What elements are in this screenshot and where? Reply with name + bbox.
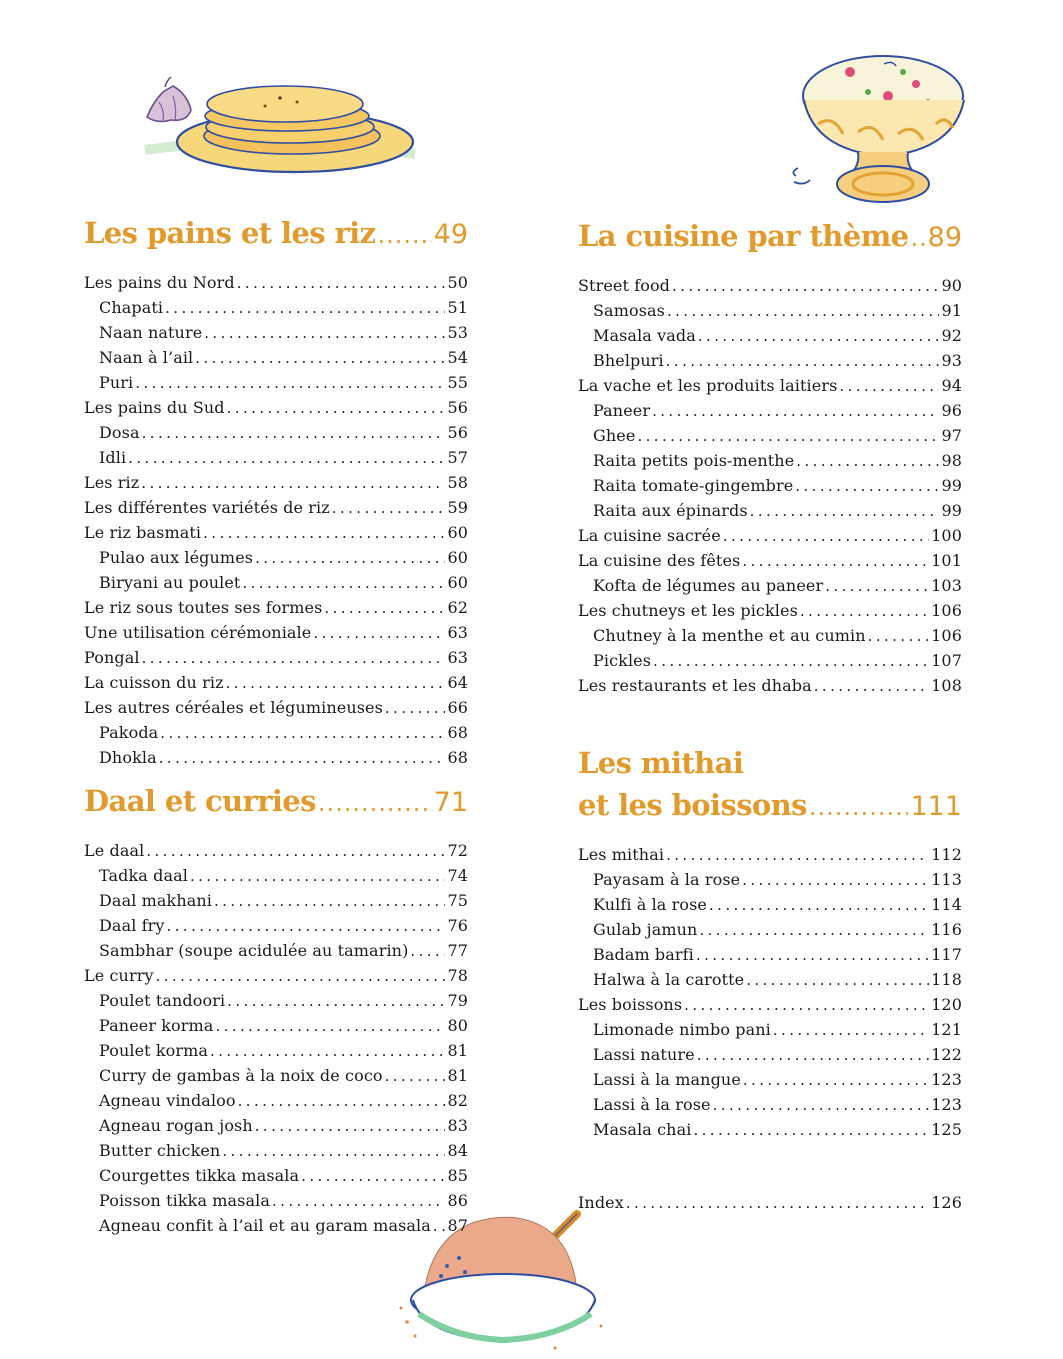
- toc-entry-page: 122: [931, 1045, 962, 1064]
- section-heading-line2[interactable]: [578, 784, 962, 828]
- toc-entry-label: Puri: [99, 373, 134, 392]
- dot-leader: [135, 371, 445, 396]
- dot-leader: [165, 296, 445, 321]
- toc-subentry[interactable]: [578, 867, 962, 892]
- toc-entry-label: Dosa: [99, 423, 140, 442]
- dot-leader: [773, 1018, 929, 1043]
- toc-entry-label: Le riz basmati: [84, 523, 202, 542]
- toc-entry-page: 114: [931, 895, 962, 914]
- toc-entry[interactable]: [84, 395, 468, 420]
- toc-entry-page: 77: [447, 941, 468, 960]
- dot-leader: [385, 696, 446, 721]
- dot-leader: [868, 624, 930, 649]
- toc-subentry[interactable]: [578, 1092, 962, 1117]
- dot-leader: [167, 914, 446, 939]
- dot-leader: [227, 396, 446, 421]
- toc-entry-label: La cuisine des fêtes: [578, 551, 741, 570]
- toc-subentry[interactable]: [578, 1117, 962, 1142]
- toc-entry-page: 87: [447, 1216, 468, 1235]
- toc-entry-page: 81: [447, 1041, 468, 1060]
- toc-subentry[interactable]: [84, 913, 468, 938]
- section-page-number: 71: [433, 787, 468, 818]
- toc-entry-page: 116: [931, 920, 962, 939]
- dot-leader: [693, 1118, 929, 1143]
- toc-entry[interactable]: [578, 598, 962, 623]
- toc-subentry[interactable]: [84, 720, 468, 745]
- dot-leader: [255, 1114, 446, 1139]
- toc-entry-label: Bhelpuri: [593, 351, 664, 370]
- toc-entry-label: Chutney à la menthe et au cumin: [593, 626, 866, 645]
- toc-list: [84, 270, 468, 770]
- toc-entry-label: Street food: [578, 276, 671, 295]
- toc-entry-page: 126: [931, 1193, 962, 1212]
- toc-subentry[interactable]: [578, 1067, 962, 1092]
- toc-entry-page: 66: [447, 698, 468, 717]
- toc-entry-page: 93: [941, 351, 962, 370]
- toc-subentry[interactable]: [84, 1088, 468, 1113]
- section-heading-line1[interactable]: [578, 742, 962, 784]
- toc-entry-label: Poulet tandoori: [99, 991, 226, 1010]
- toc-left-column: [84, 212, 468, 1238]
- dot-leader: [825, 574, 929, 599]
- toc-entry[interactable]: [84, 470, 468, 495]
- toc-subentry[interactable]: [578, 323, 962, 348]
- toc-entry-page: 72: [447, 841, 468, 860]
- section-heading[interactable]: [578, 215, 962, 259]
- toc-entry-page: 63: [447, 623, 468, 642]
- dot-leader: [666, 843, 929, 868]
- toc-entry-page: 103: [931, 576, 962, 595]
- toc-subentry[interactable]: [578, 298, 962, 323]
- toc-entry-page: 51: [447, 298, 468, 317]
- toc-entry-label: Limonade nimbo pani: [593, 1020, 771, 1039]
- toc-subentry[interactable]: [578, 573, 962, 598]
- toc-entry-label: Payasam à la rose: [593, 870, 741, 889]
- section-title-text: Daal et curries: [84, 784, 316, 818]
- toc-entry-page: 68: [447, 748, 468, 767]
- toc-entry-label: Les pains du Nord: [84, 273, 235, 292]
- toc-subentry[interactable]: [84, 863, 468, 888]
- toc-entry-page: 108: [931, 676, 962, 695]
- section-heading[interactable]: [84, 212, 468, 256]
- toc-subentry[interactable]: [84, 570, 468, 595]
- toc-entry[interactable]: [84, 620, 468, 645]
- toc-entry-label: Badam barfi: [593, 945, 694, 964]
- dot-leader: [226, 671, 446, 696]
- toc-entry-page: 113: [931, 870, 962, 889]
- toc-entry-label: Les riz: [84, 473, 140, 492]
- toc-entry-label: Naan nature: [99, 323, 203, 342]
- toc-entry-page: 64: [447, 673, 468, 692]
- dot-leader: [160, 721, 445, 746]
- toc-entry-page: 90: [941, 276, 962, 295]
- toc-entry-page: 78: [447, 966, 468, 985]
- toc-entry[interactable]: [578, 673, 962, 698]
- toc-entry-page: 50: [447, 273, 468, 292]
- toc-entry[interactable]: [578, 273, 962, 298]
- dot-leader: [433, 1214, 446, 1239]
- toc-entry-page: 94: [941, 376, 962, 395]
- toc-entry-page: 112: [931, 845, 962, 864]
- toc-entry-label: Lassi à la rose: [593, 1095, 711, 1114]
- toc-entry-page: 106: [931, 626, 962, 645]
- toc-entry-label: Gulab jamun: [593, 920, 698, 939]
- toc-entry-label: Paneer: [593, 401, 651, 420]
- toc-entry-label: Masala chai: [593, 1120, 692, 1139]
- toc-entry-index[interactable]: [578, 1190, 962, 1215]
- toc-entry-page: 81: [447, 1066, 468, 1085]
- toc-entry-page: 82: [447, 1091, 468, 1110]
- dot-leader: [713, 1093, 930, 1118]
- toc-entry-label: Paneer korma: [99, 1016, 214, 1035]
- toc-entry-label: Naan à l’ail: [99, 348, 194, 367]
- dot-leader: [385, 1064, 446, 1089]
- toc-subentry[interactable]: [84, 320, 468, 345]
- dot-leader: [238, 1089, 446, 1114]
- dot-leader: [750, 499, 940, 524]
- dot-leader: [222, 1139, 445, 1164]
- toc-entry[interactable]: [84, 595, 468, 620]
- toc-entry-label: Les chutneys et les pickles: [578, 601, 798, 620]
- toc-entry-page: 54: [447, 348, 468, 367]
- toc-entry-page: 79: [447, 991, 468, 1010]
- toc-subentry[interactable]: [84, 370, 468, 395]
- toc-entry-page: 60: [447, 548, 468, 567]
- toc-entry-page: 68: [447, 723, 468, 742]
- toc-entry-page: 55: [447, 373, 468, 392]
- toc-entry-label: Les restaurants et les dhaba: [578, 676, 812, 695]
- title-dot-leader: [318, 782, 432, 824]
- title-dot-leader: [809, 786, 909, 828]
- toc-subentry[interactable]: [84, 745, 468, 770]
- dot-leader: [301, 1164, 445, 1189]
- dot-leader: [652, 399, 939, 424]
- toc-entry-page: 120: [931, 995, 962, 1014]
- toc-entry-page: 118: [931, 970, 962, 989]
- dot-leader: [653, 649, 929, 674]
- toc-entry[interactable]: [84, 270, 468, 295]
- dot-leader: [195, 346, 445, 371]
- toc-entry-label: Idli: [99, 448, 127, 467]
- toc-entry-page: 100: [931, 526, 962, 545]
- dot-leader: [696, 943, 929, 968]
- dot-leader: [227, 989, 445, 1014]
- dot-leader: [743, 1068, 929, 1093]
- toc-entry-page: 85: [447, 1166, 468, 1185]
- dot-leader: [332, 496, 446, 521]
- toc-entry[interactable]: [578, 842, 962, 867]
- toc-entry-label: Poulet korma: [99, 1041, 209, 1060]
- toc-subentry[interactable]: [84, 420, 468, 445]
- toc-entry[interactable]: [84, 670, 468, 695]
- toc-entry-label: Index: [578, 1193, 624, 1212]
- dot-leader: [684, 993, 929, 1018]
- toc-entry-page: 58: [447, 473, 468, 492]
- dot-leader: [746, 968, 929, 993]
- section-heading[interactable]: [84, 780, 468, 824]
- toc-entry[interactable]: [578, 373, 962, 398]
- section-page-number: 49: [433, 219, 468, 250]
- toc-entry-page: 80: [447, 1016, 468, 1035]
- toc-entry-label: Pickles: [593, 651, 652, 670]
- toc-subentry[interactable]: [578, 498, 962, 523]
- toc-entry[interactable]: [578, 548, 962, 573]
- section-page-number: 111: [910, 791, 962, 822]
- dot-leader: [159, 746, 446, 771]
- toc-subentry[interactable]: [84, 1213, 468, 1238]
- toc-entry-label: Chapati: [99, 298, 164, 317]
- toc-entry-label: Daal fry: [99, 916, 165, 935]
- toc-entry-page: 99: [941, 501, 962, 520]
- toc-entry-label: Curry de gambas à la noix de coco: [99, 1066, 383, 1085]
- title-dot-leader: [377, 214, 431, 256]
- toc-entry-label: Halwa à la carotte: [593, 970, 745, 989]
- toc-subentry[interactable]: [84, 1188, 468, 1213]
- toc-subentry[interactable]: [578, 448, 962, 473]
- toc-entry-page: 75: [447, 891, 468, 910]
- toc-list: [578, 842, 962, 1142]
- toc-entry-page: 86: [447, 1191, 468, 1210]
- toc-entry-page: 123: [931, 1095, 962, 1114]
- toc-right-column: [578, 215, 962, 1215]
- toc-list: [84, 838, 468, 1238]
- title-dot-leader: [911, 217, 926, 259]
- dot-leader: [128, 446, 445, 471]
- toc-entry[interactable]: [84, 520, 468, 545]
- toc-entry-page: 74: [447, 866, 468, 885]
- toc-subentry[interactable]: [578, 917, 962, 942]
- toc-entry-label: Raita aux épinards: [593, 501, 748, 520]
- dot-leader: [313, 621, 445, 646]
- toc-entry-label: Les pains du Sud: [84, 398, 225, 417]
- toc-entry-page: 59: [447, 498, 468, 517]
- dot-leader: [142, 646, 446, 671]
- toc-entry[interactable]: [84, 963, 468, 988]
- dot-leader: [255, 546, 445, 571]
- toc-entry-label: La cuisson du riz: [84, 673, 224, 692]
- dot-leader: [637, 424, 939, 449]
- dot-leader: [814, 674, 929, 699]
- dot-leader: [272, 1189, 445, 1214]
- toc-entry-label: La cuisine sacrée: [578, 526, 721, 545]
- toc-section-cuisine-theme: [578, 215, 962, 698]
- toc-entry-page: 60: [447, 523, 468, 542]
- toc-entry-page: 121: [931, 1020, 962, 1039]
- toc-subentry[interactable]: [84, 1063, 468, 1088]
- dot-leader: [142, 421, 446, 446]
- toc-subentry[interactable]: [578, 1042, 962, 1067]
- toc-entry-page: 63: [447, 648, 468, 667]
- toc-entry-page: 56: [447, 423, 468, 442]
- toc-entry-page: 83: [447, 1116, 468, 1135]
- toc-subentry[interactable]: [84, 1038, 468, 1063]
- toc-entry-page: 123: [931, 1070, 962, 1089]
- toc-section-daal-curries: [84, 780, 468, 1238]
- dot-leader: [672, 274, 939, 299]
- dot-leader: [796, 449, 939, 474]
- toc-subentry[interactable]: [578, 1017, 962, 1042]
- toc-subentry[interactable]: [84, 938, 468, 963]
- toc-entry[interactable]: [84, 695, 468, 720]
- toc-entry[interactable]: [84, 495, 468, 520]
- toc-entry-label: Butter chicken: [99, 1141, 221, 1160]
- toc-entry-page: 53: [447, 323, 468, 342]
- toc-entry-label: Kulfi à la rose: [593, 895, 707, 914]
- dot-leader: [742, 549, 929, 574]
- toc-section-pains-riz: [84, 212, 468, 770]
- toc-entry-page: 106: [931, 601, 962, 620]
- toc-entry-page: 117: [931, 945, 962, 964]
- toc-subentry[interactable]: [84, 1013, 468, 1038]
- toc-subentry[interactable]: [84, 988, 468, 1013]
- dot-leader: [742, 868, 929, 893]
- dot-leader: [800, 599, 929, 624]
- dot-leader: [210, 1039, 445, 1064]
- toc-entry-label: Pulao aux légumes: [99, 548, 254, 567]
- toc-subentry[interactable]: [578, 623, 962, 648]
- toc-entry-label: Sambhar (soupe acidulée au tamarin): [99, 941, 409, 960]
- toc-entry-page: 56: [447, 398, 468, 417]
- dot-leader: [667, 299, 939, 324]
- toc-subentry[interactable]: [84, 1113, 468, 1138]
- toc-subentry[interactable]: [84, 888, 468, 913]
- toc-entry-page: 96: [941, 401, 962, 420]
- toc-subentry[interactable]: [578, 648, 962, 673]
- toc-entry-page: 98: [941, 451, 962, 470]
- toc-subentry[interactable]: [578, 348, 962, 373]
- toc-entry-label: Le curry: [84, 966, 154, 985]
- toc-subentry[interactable]: [578, 942, 962, 967]
- dot-leader: [699, 918, 929, 943]
- toc-entry-page: 99: [941, 476, 962, 495]
- toc-entry-label: Raita petits pois-menthe: [593, 451, 795, 470]
- toc-entry-label: Les mithai: [578, 845, 665, 864]
- toc-entry[interactable]: [578, 992, 962, 1017]
- dot-leader: [709, 893, 929, 918]
- toc-entry-page: 84: [447, 1141, 468, 1160]
- toc-entry-label: Raita tomate-gingembre: [593, 476, 794, 495]
- section-page-number: 89: [927, 222, 962, 253]
- toc-entry-label: Une utilisation cérémoniale: [84, 623, 312, 642]
- section-title-text: La cuisine par thème: [578, 219, 909, 253]
- toc-entry-label: Agneau confit à l’ail et au garam masala: [99, 1216, 431, 1235]
- toc-entry-label: Ghee: [593, 426, 636, 445]
- dot-leader: [242, 571, 445, 596]
- toc-subentry[interactable]: [84, 545, 468, 570]
- toc-subentry[interactable]: [578, 967, 962, 992]
- toc-entry-label: Agneau vindaloo: [99, 1091, 236, 1110]
- toc-entry[interactable]: [578, 523, 962, 548]
- toc-entry-label: Lassi nature: [593, 1045, 695, 1064]
- toc-entry-label: Lassi à la mangue: [593, 1070, 741, 1089]
- dot-leader: [324, 596, 445, 621]
- dot-leader: [214, 889, 445, 914]
- toc-entry-page: 101: [931, 551, 962, 570]
- dot-leader: [410, 939, 445, 964]
- toc-entry-label: Courgettes tikka masala: [99, 1166, 300, 1185]
- toc-entry-label: Pongal: [84, 648, 140, 667]
- toc-section-mithai-boissons: [578, 742, 962, 1142]
- toc-subentry[interactable]: [84, 345, 468, 370]
- toc-entry-label: Les autres céréales et légumineuses: [84, 698, 383, 717]
- dot-leader: [146, 839, 445, 864]
- toc-entry-label: Les boissons: [578, 995, 683, 1014]
- dot-leader: [697, 1043, 929, 1068]
- toc-entry[interactable]: [84, 838, 468, 863]
- toc-entry-label: Dhokla: [99, 748, 157, 767]
- dot-leader: [156, 964, 446, 989]
- toc-subentry[interactable]: [84, 445, 468, 470]
- toc-subentry[interactable]: [578, 423, 962, 448]
- toc-subentry[interactable]: [84, 1163, 468, 1188]
- toc-entry-page: 125: [931, 1120, 962, 1139]
- toc-entry-label: Le riz sous toutes ses formes: [84, 598, 323, 617]
- dot-leader: [190, 864, 445, 889]
- toc-subentry[interactable]: [84, 1138, 468, 1163]
- dot-leader: [141, 471, 445, 496]
- toc-entry-page: 107: [931, 651, 962, 670]
- toc-entry-label: Masala vada: [593, 326, 696, 345]
- section-title-text: et les boissons: [578, 788, 807, 822]
- toc-entry-label: Les différentes variétés de riz: [84, 498, 330, 517]
- toc-entry-label: Daal makhani: [99, 891, 212, 910]
- toc-entry-page: 97: [941, 426, 962, 445]
- toc-entry-label: Agneau rogan josh: [99, 1116, 253, 1135]
- toc-subentry[interactable]: [84, 295, 468, 320]
- toc-subentry[interactable]: [578, 473, 962, 498]
- toc-entry-label: Biryani au poulet: [99, 573, 241, 592]
- dot-leader: [215, 1014, 445, 1039]
- section-title-text: Les pains et les riz: [84, 216, 376, 250]
- toc-entry-label: Samosas: [593, 301, 665, 320]
- toc-entry-label: Kofta de légumes au paneer: [593, 576, 824, 595]
- toc-entry-label: Tadka daal: [99, 866, 188, 885]
- toc-entry-page: 76: [447, 916, 468, 935]
- dot-leader: [626, 1191, 929, 1216]
- toc-entry-label: Poisson tikka masala: [99, 1191, 270, 1210]
- toc-entry-page: 57: [447, 448, 468, 467]
- toc-entry[interactable]: [84, 645, 468, 670]
- section-title-text: Les mithai: [578, 746, 744, 780]
- toc-subentry[interactable]: [578, 892, 962, 917]
- toc-entry-page: 60: [447, 573, 468, 592]
- toc-entry-page: 62: [447, 598, 468, 617]
- raita-bowl-illustration: [788, 44, 968, 214]
- toc-list: [578, 273, 962, 698]
- flatbread-illustration: [135, 72, 425, 177]
- dot-leader: [204, 321, 445, 346]
- dot-leader: [795, 474, 939, 499]
- toc-entry-page: 91: [941, 301, 962, 320]
- dot-leader: [666, 349, 940, 374]
- toc-entry-label: Le daal: [84, 841, 145, 860]
- toc-entry-page: 92: [941, 326, 962, 345]
- toc-entry-label: Pakoda: [99, 723, 159, 742]
- dot-leader: [237, 271, 446, 296]
- dot-leader: [698, 324, 940, 349]
- dot-leader: [839, 374, 939, 399]
- toc-entry-label: La vache et les produits laitiers: [578, 376, 838, 395]
- dot-leader: [203, 521, 445, 546]
- toc-index: [578, 1190, 962, 1215]
- dot-leader: [723, 524, 929, 549]
- toc-subentry[interactable]: [578, 398, 962, 423]
